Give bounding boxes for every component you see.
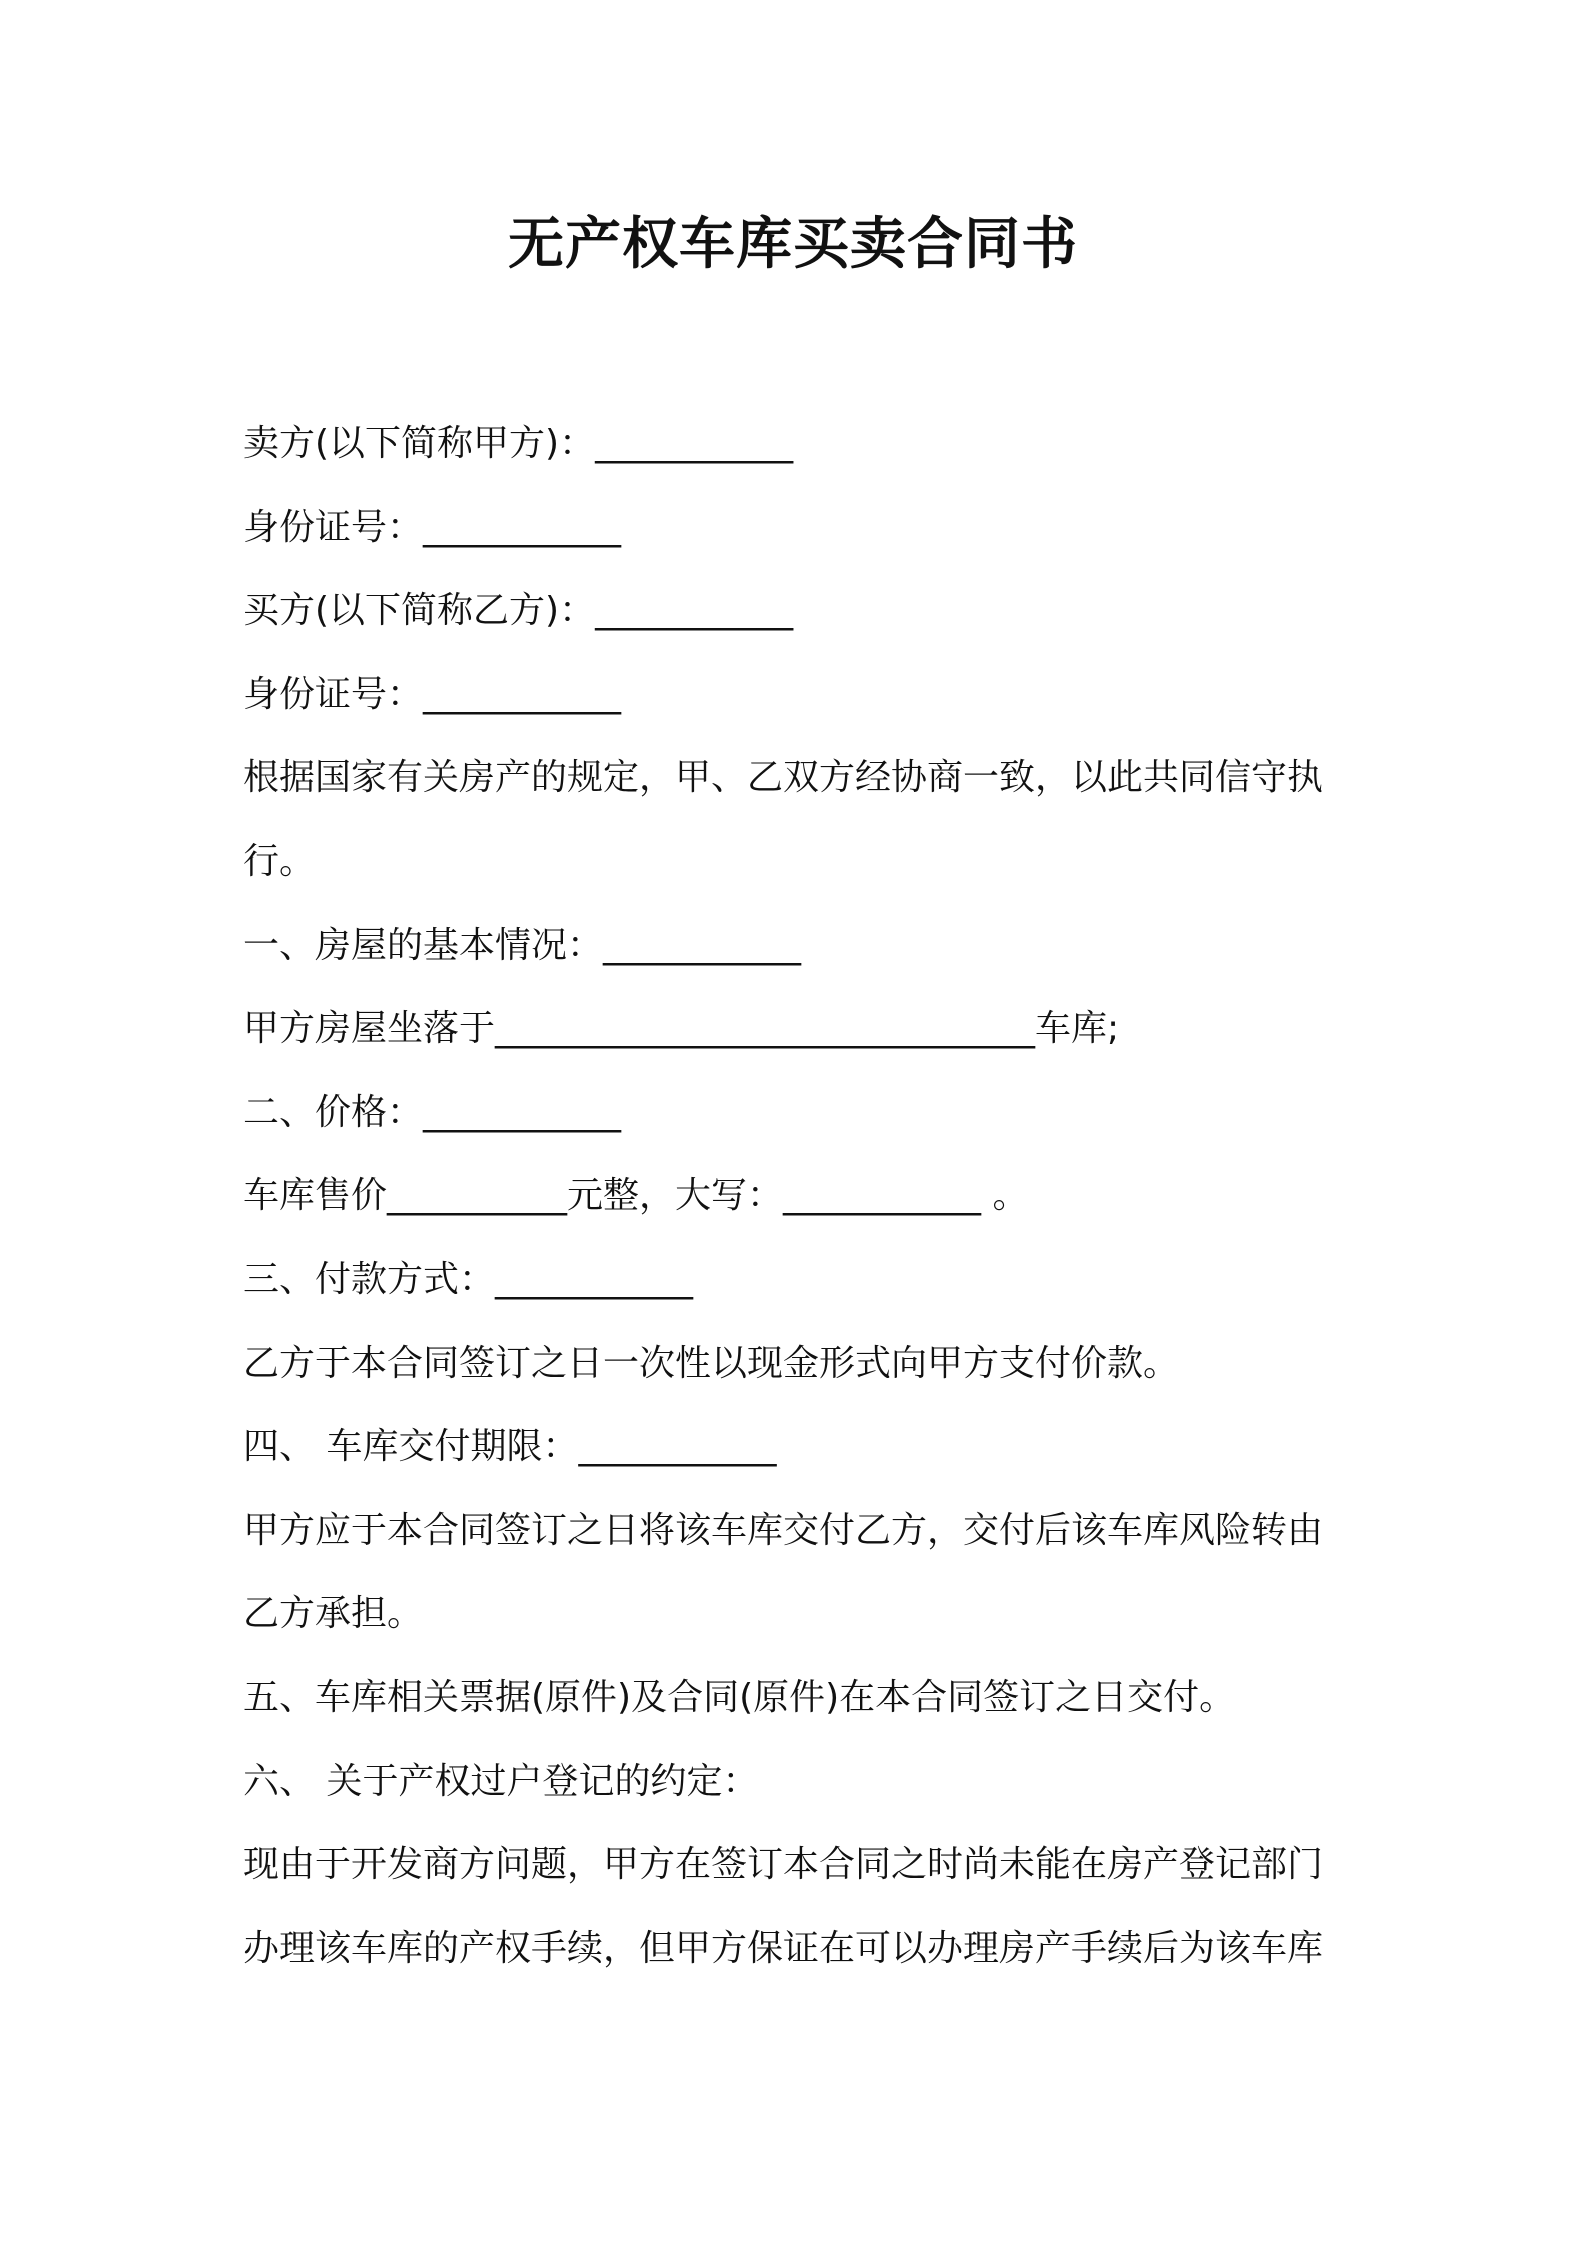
preamble-line-1: 根据国家有关房产的规定，甲、乙双方经协商一致，以此共同信守执 [243,757,1324,799]
section-1-text: 甲方房屋坐落于______________________________车库; [243,1008,1120,1050]
section-6-text-1: 现由于开发商方问题，甲方在签订本合同之时尚未能在房产登记部门 [243,1844,1324,1886]
section-3-heading: 三、付款方式：___________ [243,1258,694,1300]
section-2-heading: 二、价格：___________ [243,1091,622,1133]
section-5-text: 五、车库相关票据(原件)及合同(原件)在本合同签订之日交付。 [243,1676,1236,1718]
preamble-line-2: 行。 [243,840,316,882]
seller-id-line: 身份证号：___________ [243,506,622,548]
section-4-heading: 四、 车库交付期限：___________ [243,1426,777,1468]
section-4-text-2: 乙方承担。 [243,1593,424,1635]
section-4-text-1: 甲方应于本合同签订之日将该车库交付乙方，交付后该车库风险转由 [243,1509,1324,1551]
buyer-line: 买方(以下简称乙方)：___________ [243,590,794,632]
seller-line: 卖方(以下简称甲方)：___________ [243,423,794,464]
document-title: 无产权车库买卖合同书 [508,212,1078,277]
document-body [243,402,1363,1990]
section-2-text: 车库售价__________元整，大写：___________ 。 [243,1175,1029,1217]
section-1-heading: 一、房屋的基本情况：___________ [243,924,802,966]
section-6-heading: 六、 关于产权过户登记的约定： [243,1760,759,1802]
section-6-text-2: 办理该车库的产权手续，但甲方保证在可以办理房产手续后为该车库 [243,1927,1324,1969]
buyer-id-line: 身份证号：___________ [243,673,622,715]
section-3-text: 乙方于本合同签订之日一次性以现金形式向甲方支付价款。 [243,1342,1180,1384]
